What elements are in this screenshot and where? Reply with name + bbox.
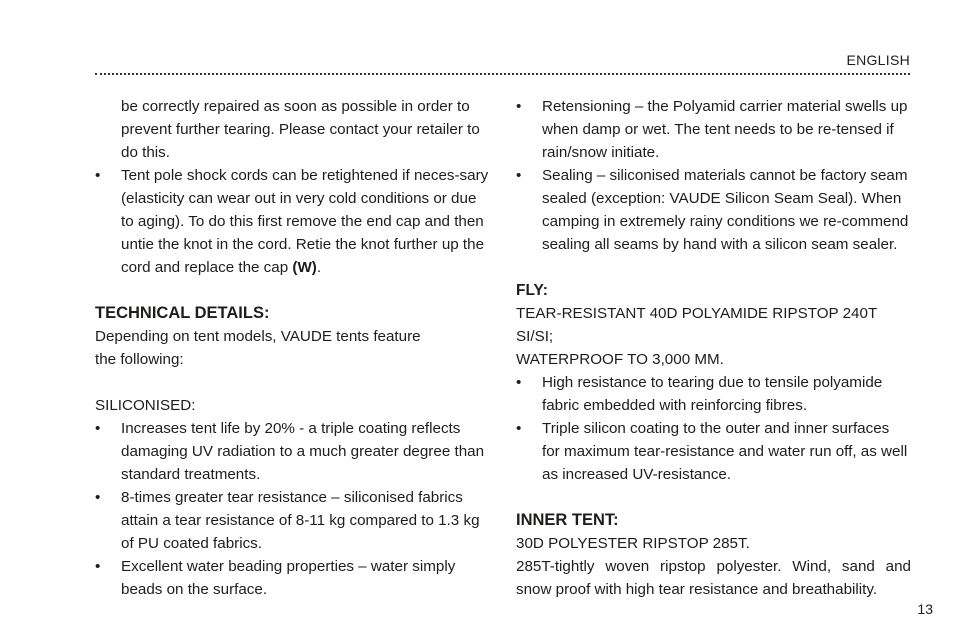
list-item: • Triple silicon coating to the outer and inner surfaces for maximum tear-resistance and water run off, as well as increased UV-resistance.	[516, 417, 911, 486]
list-item: • Excellent water beading properties – water simply beads on the surface.	[95, 555, 490, 601]
maintenance-list	[95, 164, 490, 279]
page-number: 13	[917, 601, 933, 617]
fly-list	[516, 371, 911, 486]
inner-tent-description: 285T-tightly woven ripstop polyester. Wind, sand and snow proof with high tear resistance and breathability.	[516, 558, 911, 598]
fly-spec: TEAR-RESISTANT 40D POLYAMIDE RIPSTOP 240T SI/SI;	[516, 305, 877, 345]
list-item: • Retensioning – the Polyamid carrier material swells up when damp or wet. The tent needs to be re-tensed if rain/snow initiate.	[516, 95, 911, 164]
siliconised-heading: SILICONISED:	[95, 397, 196, 414]
continued-paragraph: be correctly repaired as soon as possible in order to prevent further tearing. Please contact your retailer to do this.	[121, 98, 480, 161]
language-label: ENGLISH	[846, 52, 910, 68]
left-column	[95, 95, 490, 601]
list-item: • High resistance to tearing due to tensile polyamide fabric embedded with reinforcing fibres.	[516, 371, 911, 417]
shock-cord-text: Tent pole shock cords can be retightened if neces-sary (elasticity can wear out in very cold conditions or due to aging). To do this first remove the end cap and then untie the knot in the cord. Retie the knot further up the cord and replace the cap	[121, 167, 489, 276]
fly-spec: WATERPROOF TO 3,000 MM.	[516, 351, 724, 368]
list-item: • Increases tent life by 20% - a triple coating reflects damaging UV radiation to a much greater degree than standard treatments.	[95, 417, 490, 486]
siliconised-list	[95, 417, 490, 601]
list-item: • Sealing – siliconised materials cannot be factory seam sealed (exception: VAUDE Silicon Seam Seal). When camping in extremely rainy conditions we re-commend sealing all seams by hand with a silicon seam sealer.	[516, 164, 911, 256]
inner-tent-spec: 30D POLYESTER RIPSTOP 285T.	[516, 535, 750, 552]
technical-intro: Depending on tent models, VAUDE tents feature the following:	[95, 328, 421, 368]
list-item-shock-cords	[95, 164, 490, 279]
siliconised-notes-list	[516, 95, 911, 256]
fly-heading: FLY:	[516, 282, 548, 299]
shock-cord-end: .	[316, 259, 322, 276]
inner-tent-heading: INNER TENT:	[516, 511, 619, 529]
figure-reference: (W)	[292, 259, 317, 276]
list-item: • 8-times greater tear resistance – siliconised fabrics attain a tear resistance of 8-11 kg compared to 1.3 kg of PU coated fabrics.	[95, 486, 490, 555]
technical-details-heading: TECHNICAL DETAILS:	[95, 304, 270, 322]
right-column	[516, 95, 911, 601]
dotted-divider	[95, 73, 910, 75]
